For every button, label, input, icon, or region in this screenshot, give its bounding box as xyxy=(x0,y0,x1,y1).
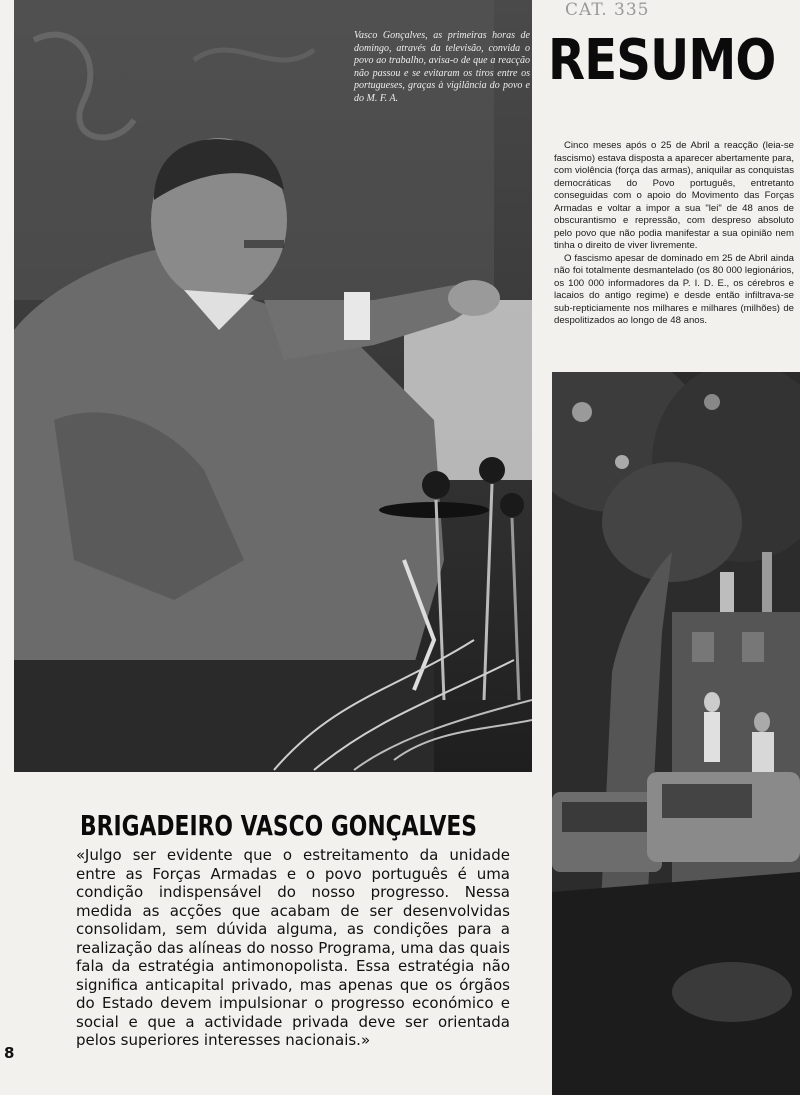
summary-paragraph: O fascismo apesar de dominado em 25 de Abril ainda não foi totalmente desmantelado (os 80 000 legionários, os 100 000 informadores da P. I. D. E., os cérebros e lacaios do antigo regime) e desde então infiltrava-se sub-repticiamente nos milhares e milhares (milhões) de despolitizados ao longo de 48 anos. xyxy=(554,252,794,326)
archive-mark: CAT. 335 xyxy=(565,0,650,20)
summary-text xyxy=(554,140,794,328)
photo-caption: Vasco Gonçalves, as primeiras horas de domingo, através da televisão, convida o povo ao trabalho, avisa-o de que a reacção não passou e se evitaram os tiros entre os portugueses, graças à vigilância do povo e do M. F. A. xyxy=(354,30,530,104)
street-photo xyxy=(552,372,800,1095)
summary-paragraph: Cinco meses após o 25 de Abril a reacção (leia-se fascismo) estava disposta a aparecer abertamente para, com violência (força das armas), aniquilar as conquistas democráticas do Povo português, entretanto conseguidas com o apoio do Movimento das Forças Armadas e voltar a impor a sua "lei" de 48 anos de obscurantismo e repressão, com despreso absoluto pelo povo que não podia manifestar a sua opinião nem tinha o direito de viver livremente. xyxy=(554,140,794,251)
page-number: 8 xyxy=(4,1044,15,1062)
section-title: RESUMO xyxy=(548,28,776,93)
speaker-photo xyxy=(14,0,532,772)
headline: BRIGADEIRO VASCO GONÇALVES xyxy=(80,809,477,842)
street-photo-illustration xyxy=(552,372,800,1095)
quote-text: «Julgo ser evidente que o estreitamento da unidade entre as Forças Armadas e o povo português é uma condição indispensável do nosso progresso. Nessa medida as acções que acabam de ser desenvolvidas consolidam, sem dúvida alguma, as condições para a realização das alíneas do nosso Programa, uma das quais fala da estratégia antimonopolista. Essa estratégia não significa anticapital privado, mas apenas que os órgãos do Estado devem impulsionar o progresso económico e social e que a actividade privada deve ser orientada pelos superiores interesses nacionais.» xyxy=(76,846,510,1049)
speaker-photo-illustration xyxy=(14,0,532,772)
